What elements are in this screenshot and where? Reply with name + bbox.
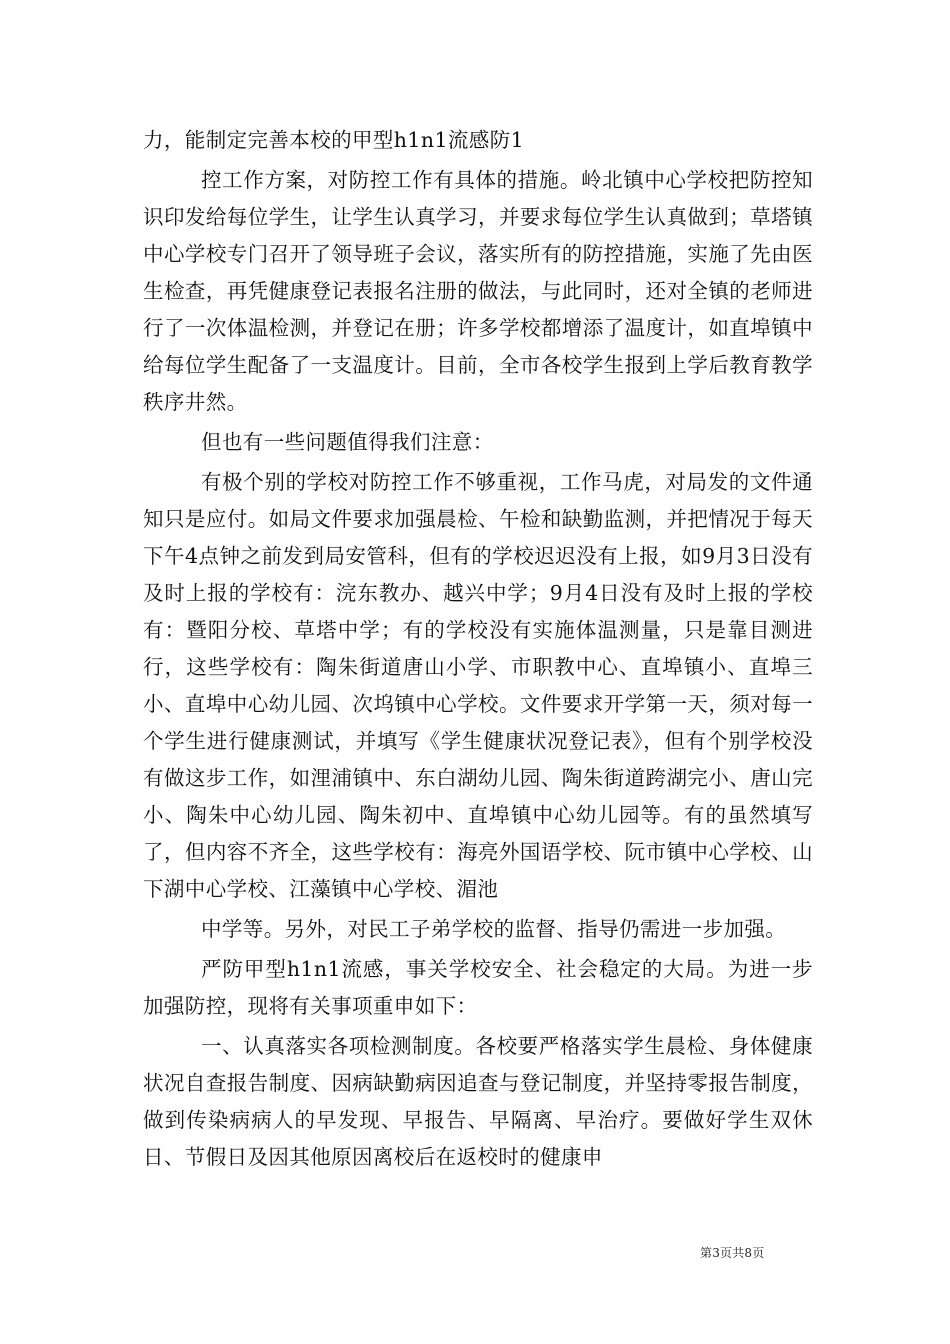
document-body (143, 122, 813, 1176)
paragraph-issues-intro: 但也有一些问题值得我们注意： (201, 430, 494, 454)
paragraph-supervision: 中学等。另外，对民工子弟学校的监督、指导仍需进一步加强。 (201, 917, 787, 941)
page-number-footer: 第3页共8页 (700, 1246, 765, 1260)
paragraph-reiteration: 严防甲型h1n1流感，事关学校安全、社会稳定的大局。为进一步加强防控，现将有关事项重申如下： (143, 957, 813, 1018)
paragraph-prevention-measures: 控工作方案，对防控工作有具体的措施。岭北镇中心学校把防控知识印发给每位学生，让学生认真学习，并要求每位学生认真做到；草塔镇中心学校专门召开了领导班子会议，落实所有的防控措施，实施了先由医生检查，再凭健康登记表报名注册的做法，与此同时，还对全镇的老师进行了一次体温检测，并登记在册；许多学校都增添了温度计，如直埠镇中给每位学生配备了一支温度计。目前，全市各校学生报到上学后教育教学秩序井然。 (143, 168, 813, 414)
paragraph-issues-detail: 有极个别的学校对防控工作不够重视，工作马虎，对局发的文件通知只是应付。如局文件要求加强晨检、午检和缺勤监测，并把情况于每天下午4点钟之前发到局安管科，但有的学校迟迟没有上报，如9月3日没有及时上报的学校有：浣东教办、越兴中学；9月4日没有及时上报的学校有：暨阳分校、草塔中学；有的学校没有实施体温测量，只是靠目测进行，这些学校有：陶朱街道唐山小学、市职教中心、直埠镇小、直埠三小、直埠中心幼儿园、次坞镇中心学校。文件要求开学第一天，须对每一个学生进行健康测试，并填写《学生健康状况登记表》，但有个别学校没有做这步工作，如浬浦镇中、东白湖幼儿园、陶朱街道跨湖完小、唐山完小、陶朱中心幼儿园、陶朱初中、直埠镇中心幼儿园等。有的虽然填写了，但内容不齐全，这些学校有：海亮外国语学校、阮市镇中心学校、山下湖中心学校、江藻镇中心学校、湄池 (143, 470, 813, 901)
paragraph-item-one: 一、认真落实各项检测制度。各校要严格落实学生晨检、身体健康状况自查报告制度、因病缺勤病因追查与登记制度，并坚持零报告制度，做到传染病病人的早发现、早报告、早隔离、早治疗。要做好学生双休日、节假日及因其他原因离校后在返校时的健康申 (143, 1034, 813, 1169)
paragraph-continued: 力，能制定完善本校的甲型h1n1流感防1 (143, 128, 525, 152)
